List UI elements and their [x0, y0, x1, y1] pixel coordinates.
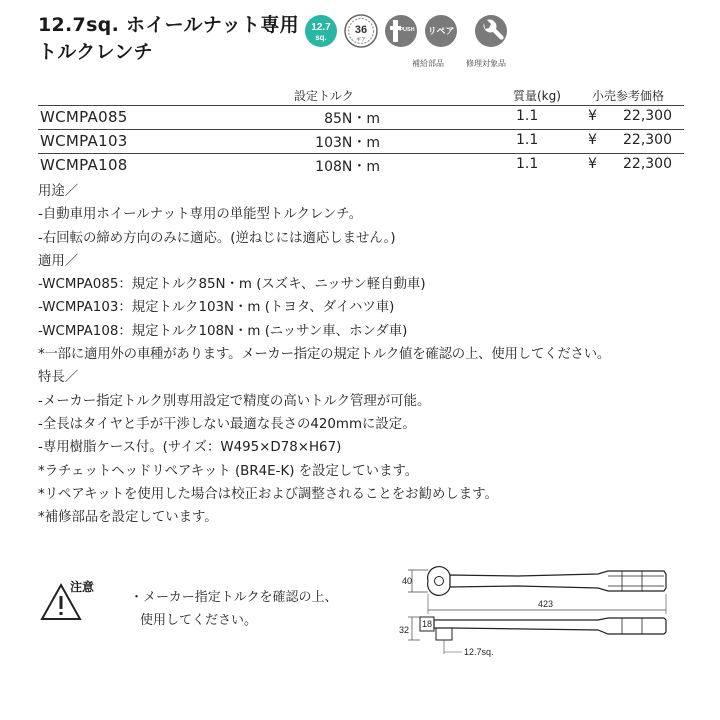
- svg-text:リペア: リペア: [427, 27, 455, 37]
- description-line: -WCMPA085：規定トルク85N・m (スズキ、ニッサン軽自動車): [38, 277, 426, 293]
- repair-part-icon: [424, 14, 458, 48]
- description-line: *リペアキットを使用した場合は校正および調整されることをお勧めします。: [38, 486, 498, 502]
- header-torque: 設定トルク: [294, 89, 354, 103]
- caution-line: ・メーカー指定トルクを確認の上、: [130, 590, 338, 605]
- price-cell: 22,300: [623, 108, 672, 124]
- mass-cell: 1.1: [516, 108, 539, 124]
- model-cell: WCMPA085: [40, 108, 128, 126]
- yen-cell: ¥: [588, 108, 597, 124]
- model-cell: WCMPA108: [40, 156, 128, 174]
- torque-cell: 103N・m: [315, 135, 380, 151]
- svg-text:12.7: 12.7: [311, 22, 331, 33]
- description-line: -メーカー指定トルク別専用設定で精度の高いトルク管理が可能。: [38, 393, 431, 409]
- header-mass: 質量(kg): [513, 89, 561, 103]
- svg-text:sq.: sq.: [315, 33, 327, 42]
- description-line: 特長／: [38, 370, 79, 386]
- mass-cell: 1.1: [516, 132, 539, 148]
- mass-cell: 1.1: [516, 156, 539, 172]
- description-block: [38, 180, 698, 529]
- gear-count-icon: [344, 14, 378, 48]
- description-line: -全長はタイヤと手が干渉しない最適な長さの420mmに設定。: [38, 416, 416, 432]
- description-line: -自動車用ホイールナット専用の単能型トルクレンチ。: [38, 207, 363, 223]
- caution-title: 注意: [70, 580, 95, 594]
- push-button-icon: [384, 14, 418, 48]
- description-line: 用途／: [38, 184, 79, 199]
- page-title: 12.7sq. ホイールナット専用: [38, 14, 299, 36]
- caution-line: 使用してください。: [140, 613, 258, 628]
- model-cell: WCMPA103: [40, 132, 128, 150]
- square-drive-icon: [304, 14, 338, 48]
- svg-text:36: 36: [354, 24, 368, 36]
- caution-text: [130, 586, 337, 632]
- dim-head: 18: [422, 619, 433, 629]
- yen-cell: ¥: [588, 156, 597, 172]
- description-line: 適用／: [38, 253, 79, 269]
- torque-cell: 108N・m: [315, 159, 380, 175]
- description-line: -WCMPA108：規定トルク108N・m (ニッサン車、ホンダ車): [38, 323, 408, 339]
- wrench-dimension-drawing: [398, 562, 690, 662]
- svg-text:PUSH: PUSH: [399, 27, 415, 33]
- yen-cell: ¥: [588, 132, 597, 148]
- table-row: [38, 130, 684, 152]
- description-line: -専用樹脂ケース付。(サイズ：W495×D78×H67): [38, 440, 342, 456]
- description-line: *ラチェットヘッドリペアキット (BR4E-K) を設定しています。: [38, 463, 419, 479]
- dim-height-side: 32: [399, 625, 410, 635]
- dim-height-top: 40: [402, 576, 413, 586]
- description-line: *補修部品を設定しています。: [38, 510, 218, 526]
- description-line: *一部に適用外の車種があります。メーカー指定の規定トルク値を確認の上、使用してください。: [38, 347, 611, 363]
- torque-cell: 85N・m: [324, 111, 380, 127]
- description-line: -右回転の締め方向のみに適応。(逆ねじには適応しません。): [38, 230, 396, 246]
- dim-length: 423: [538, 599, 554, 609]
- repair-caption: 補給部品: [412, 59, 444, 68]
- description-line: -WCMPA103：規定トルク103N・m (トヨタ、ダイハツ車): [38, 300, 395, 316]
- page-subtitle: トルクレンチ: [38, 41, 153, 63]
- dim-drive: 12.7sq.: [464, 647, 494, 657]
- price-cell: 22,300: [623, 132, 672, 148]
- price-cell: 22,300: [623, 156, 672, 172]
- header-price: 小売参考価格: [592, 89, 665, 103]
- table-row: [38, 106, 684, 128]
- table-row: [38, 154, 684, 176]
- wrench-repair-icon: [474, 14, 508, 48]
- repair-target-caption: 修理対象品: [466, 59, 506, 68]
- svg-text:ギア: ギア: [355, 37, 367, 43]
